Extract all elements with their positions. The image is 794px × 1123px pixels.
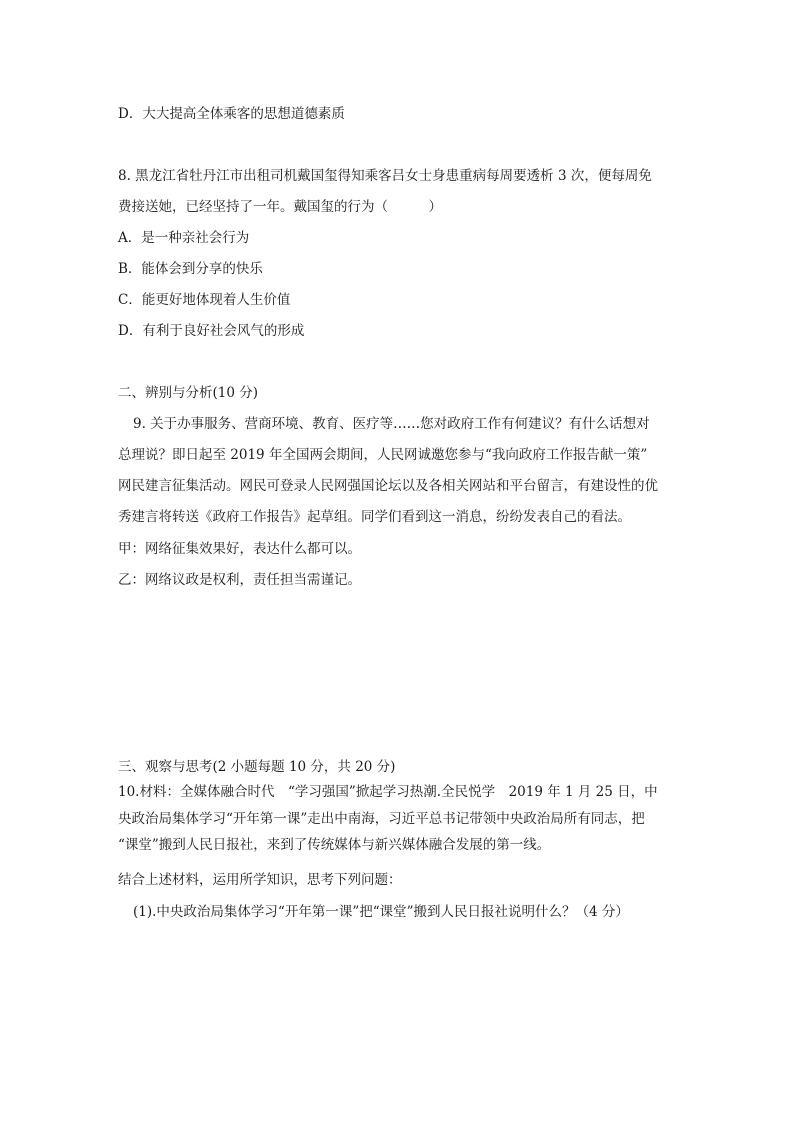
q8-option-c: C．能更好地体现着人生价值 <box>118 292 291 308</box>
q10-prompt: 结合上述材料，运用所学知识，思考下列问题： <box>118 872 402 888</box>
q8-stem-line-1: 8. 黑龙江省牡丹江市出租司机戴国玺得知乘客吕女士身患重病每周要透析 3 次，便每周免 <box>118 168 652 184</box>
q9-line-1: 9. 关于办事服务、营商环境、教育、医疗等……您对政府工作有何建议？有什么话想对 <box>133 416 650 432</box>
q10-line-1: 10.材料：全媒体融合时代 “学习强国”掀起学习热潮.全民悦学 2019 年 1 月 25 日，中 <box>118 784 658 800</box>
q10-line-3: “课堂”搬到人民日报社，来到了传统媒体与新兴媒体融合发展的第一线。 <box>118 837 551 853</box>
q9-line-2: 总理说？即日起至 2019 年全国两会期间，人民网诚邀您参与“我向政府工作报告献一策” <box>118 447 648 463</box>
q10-line-2: 央政治局集体学习“开年第一课”走出中南海，习近平总书记带领中央政治局所有同志，把 <box>118 811 645 827</box>
q10-sub-question-1: (1).中央政治局集体学习“开年第一课”把“课堂”搬到人民日报社说明什么？（4 分） <box>133 904 629 920</box>
q9-view-jia: 甲：网络征集效果好，表达什么都可以。 <box>118 541 361 557</box>
q9-view-yi: 乙：网络议政是权利，责任担当需谨记。 <box>118 572 361 588</box>
q8-option-b: B．能体会到分享的快乐 <box>118 261 263 277</box>
q7-option-d: D．大大提高全体乘客的思想道德素质 <box>118 106 345 122</box>
section2-heading: 二、辨别与分析(10 分) <box>118 385 259 401</box>
q9-line-4: 秀建言将转送《政府工作报告》起草组。同学们看到这一消息，纷纷发表自己的看法。 <box>118 509 631 525</box>
q8-option-a: A．是一种亲社会行为 <box>118 230 250 246</box>
section3-heading: 三、观察与思考(2 小题每题 10 分，共 20 分) <box>118 759 396 775</box>
q9-line-3: 网民建言征集活动。网民可登录人民网强国论坛以及各相关网站和平台留言，有建设性的优 <box>118 478 658 494</box>
q8-stem-line-2: 费接送她，已经坚持了一年。戴国玺的行为（ ） <box>118 199 442 215</box>
q8-option-d: D．有利于良好社会风气的形成 <box>118 323 305 339</box>
